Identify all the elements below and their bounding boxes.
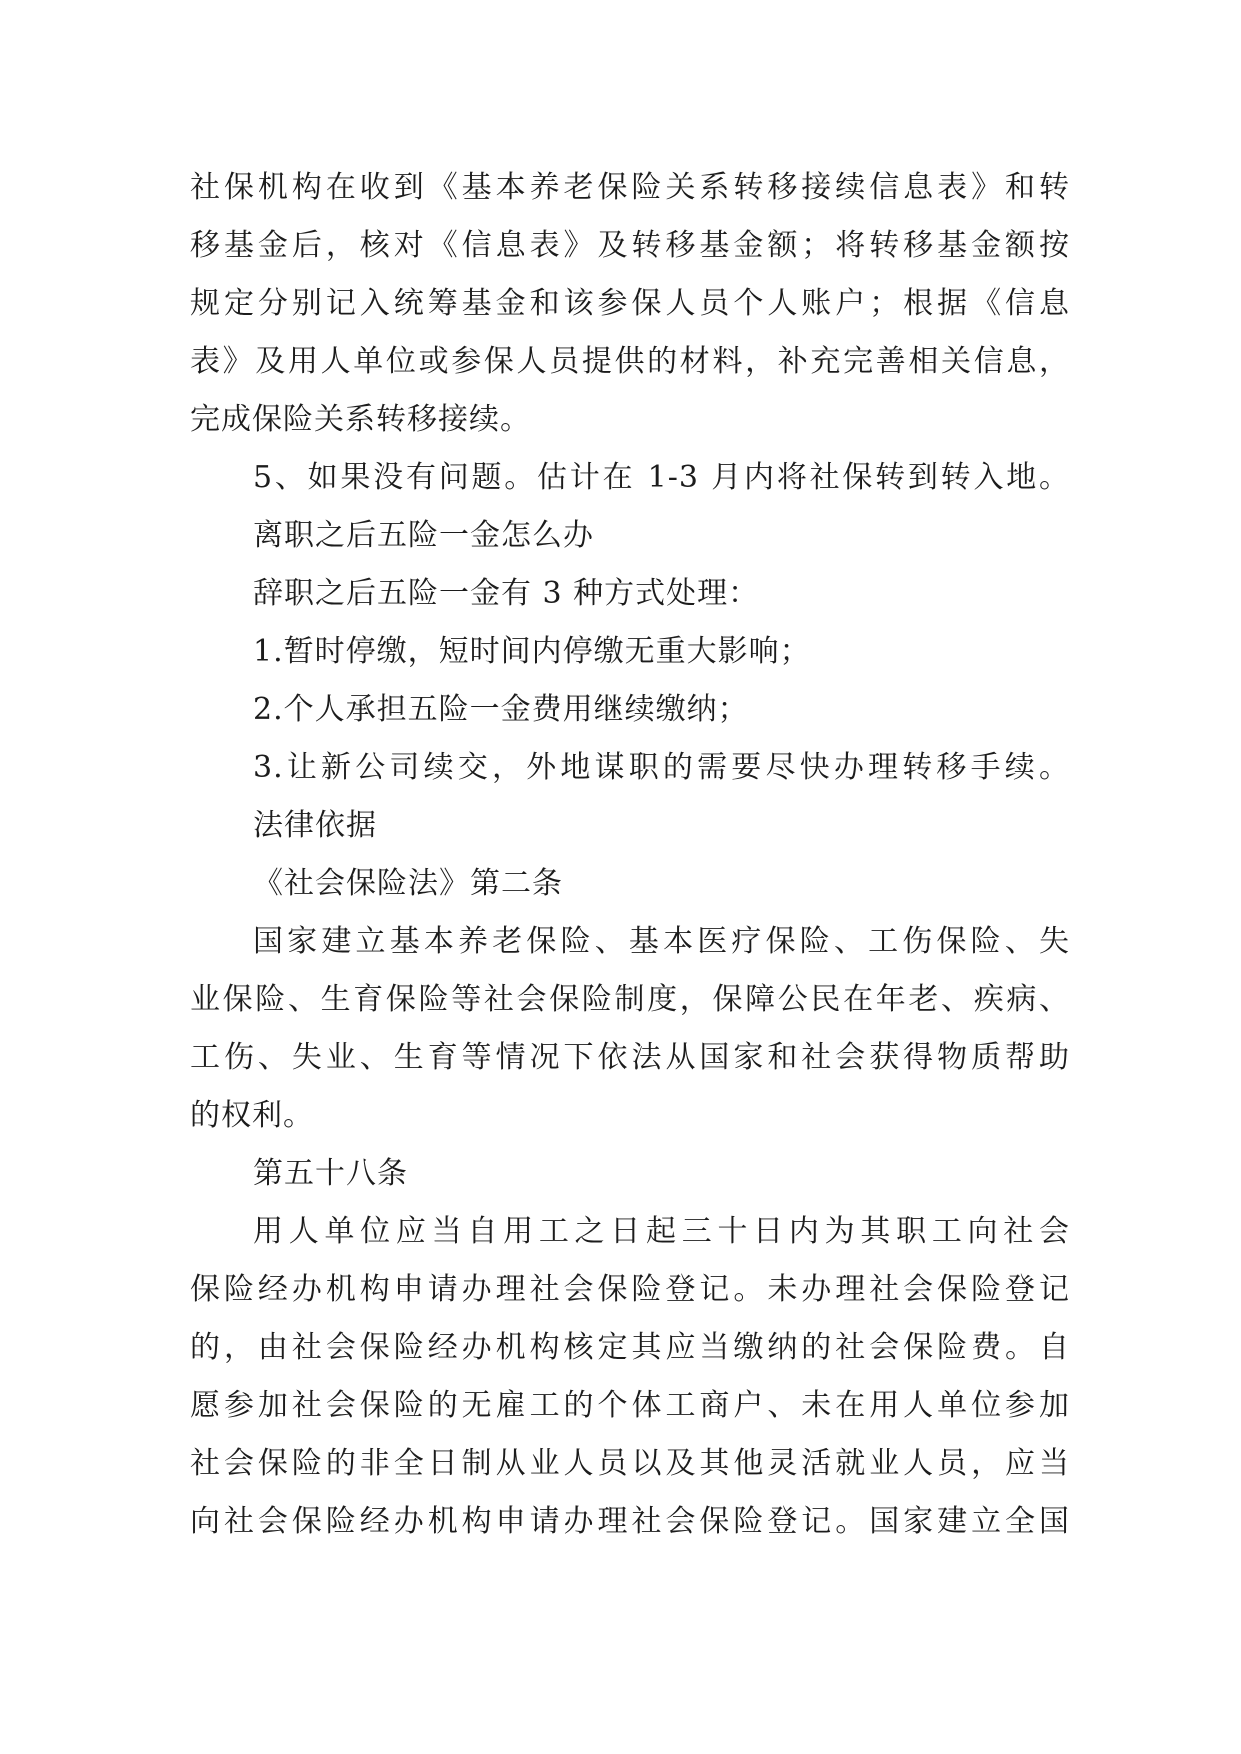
text-line: 规定分别记入统筹基金和该参保人员个人账户；根据《信息 (190, 286, 1070, 321)
text-line: 的权利。 (190, 1098, 314, 1133)
text-line: 移基金后，核对《信息表》及转移基金额；将转移基金额按 (190, 228, 1070, 263)
text-line: 工伤、失业、生育等情况下依法从国家和社会获得物质帮助 (190, 1040, 1070, 1075)
list-item: 1.暂时停缴，短时间内停缴无重大影响； (253, 634, 811, 669)
list-item: 2.个人承担五险一金费用继续缴纳； (253, 692, 749, 727)
text-line: 社保机构在收到《基本养老保险关系转移接续信息表》和转 (190, 170, 1070, 205)
law-article-title: 第五十八条 (253, 1156, 408, 1191)
text-line: 用人单位应当自用工之日起三十日内为其职工向社会 (253, 1214, 1070, 1249)
section-heading: 法律依据 (253, 808, 377, 843)
text-line: 5、如果没有问题。估计在 1-3 月内将社保转到转入地。 (253, 460, 1070, 495)
text-line: 辞职之后五险一金有 3 种方式处理： (253, 576, 760, 611)
list-item: 3.让新公司续交，外地谋职的需要尽快办理转移手续。 (253, 750, 1070, 785)
text-line: 完成保险关系转移接续。 (190, 402, 531, 437)
text-line: 表》及用人单位或参保人员提供的材料，补充完善相关信息， (190, 344, 1070, 379)
text-line: 社会保险的非全日制从业人员以及其他灵活就业人员，应当 (190, 1446, 1070, 1481)
text-line: 愿参加社会保险的无雇工的个体工商户、未在用人单位参加 (190, 1388, 1070, 1423)
text-line: 向社会保险经办机构申请办理社会保险登记。国家建立全国 (190, 1504, 1070, 1539)
text-line: 的，由社会保险经办机构核定其应当缴纳的社会保险费。自 (190, 1330, 1070, 1365)
section-heading: 离职之后五险一金怎么办 (253, 518, 594, 553)
law-article-title: 《社会保险法》第二条 (253, 866, 563, 901)
text-line: 国家建立基本养老保险、基本医疗保险、工伤保险、失 (253, 924, 1070, 959)
text-line: 保险经办机构申请办理社会保险登记。未办理社会保险登记 (190, 1272, 1070, 1307)
text-line: 业保险、生育保险等社会保险制度，保障公民在年老、疾病、 (190, 982, 1070, 1017)
